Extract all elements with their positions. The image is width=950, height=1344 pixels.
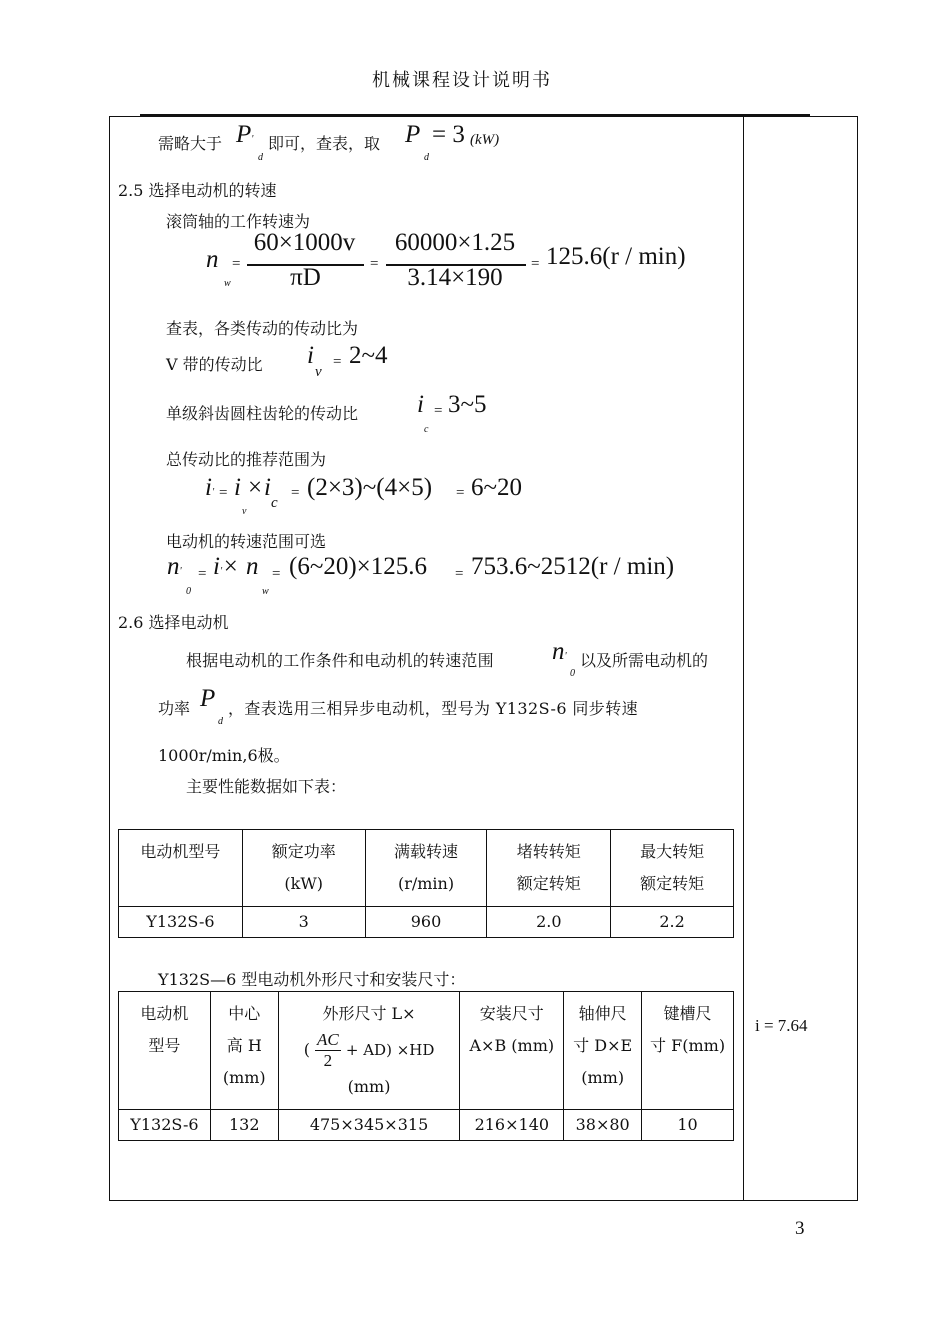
text: i [234, 474, 241, 501]
subscript-0: 0 [570, 668, 575, 679]
td-center-height: 132 [210, 1110, 278, 1141]
th-speed-line1: 满载转速 [394, 842, 459, 861]
gear-value: 3~5 [448, 391, 487, 418]
th-c6-line1: 键槽尺 [663, 1004, 712, 1023]
td-max-torque: 2.2 [611, 907, 734, 938]
symbol-P-prime: P' [236, 121, 254, 148]
equals-sign: = [198, 566, 207, 582]
text-speed-range: 电动机的转速范围可选 [166, 532, 327, 551]
td-shaft-size: 38×80 [564, 1110, 642, 1141]
subscript-d: d [258, 152, 263, 163]
th-stall-line2: 额定转矩 [516, 874, 581, 893]
frame-right [857, 116, 858, 1201]
subscript-c: c [271, 495, 278, 511]
equals-sign: = [370, 256, 379, 272]
symbol-P: P [405, 121, 421, 148]
th-c3-unit: (mm) [347, 1077, 391, 1096]
td-stall-torque: 2.0 [487, 907, 611, 938]
equals-sign: = [455, 566, 464, 582]
text-p3: 1000r/min,6极。 [158, 746, 290, 765]
eq1-denominator-1: πD [290, 264, 321, 291]
text: n [246, 553, 259, 580]
th-c2-line1: 中心 [228, 1004, 261, 1023]
text-gear: 单级斜齿圆柱齿轮的传动比 [166, 404, 359, 423]
td-mount-size: 216×140 [460, 1110, 564, 1141]
speed-result: 753.6~2512(r / min) [471, 553, 675, 580]
th-c3-frac-den: 2 [323, 1051, 333, 1070]
eq1-numerator-1: 60×1000v [253, 229, 356, 256]
text: P [200, 685, 216, 712]
table-row [119, 1110, 734, 1141]
equals-sign: = [272, 566, 281, 582]
th-shaft-size [564, 992, 642, 1110]
symbol-n0: n' [167, 553, 182, 580]
th-c1-line2: 型号 [148, 1036, 181, 1055]
th-c3-line1: 外形尺寸 L× [322, 1004, 416, 1023]
th-c1-line1: 电动机 [140, 1004, 189, 1023]
value-3: = 3 [432, 121, 465, 148]
td-speed: 960 [365, 907, 487, 938]
th-c3-formula [281, 1030, 458, 1071]
text-drum: 滚筒轴的工作转速为 [166, 212, 311, 231]
text-p4: 主要性能数据如下表： [186, 777, 347, 796]
symbol-i-total: i' [205, 474, 215, 501]
performance-table [118, 829, 734, 938]
th-model-line1: 电动机型号 [140, 842, 221, 861]
th-c2-line2: 高 H [226, 1036, 262, 1055]
th-c2-line3: (mm) [222, 1068, 266, 1087]
section-2-5: 2.5 选择电动机的转速 [118, 181, 277, 200]
subscript-w: w [262, 586, 269, 597]
multiply-sign: × [248, 474, 263, 501]
frame-bottom [109, 1200, 858, 1201]
frame-divider [743, 116, 744, 1201]
th-keyway-size [642, 992, 734, 1110]
total-result: 6~20 [471, 474, 523, 501]
table-header-row [119, 992, 734, 1110]
subscript-0: 0 [186, 586, 191, 597]
th-c3-frac-num: AC [317, 1030, 339, 1049]
th-speed [365, 830, 487, 907]
unit-kw: (kW) [470, 132, 500, 148]
th-c4-line1: 安装尺寸 [479, 1004, 544, 1023]
th-power [242, 830, 365, 907]
td-outline-size: 475×345×315 [278, 1110, 460, 1141]
th-power-line2: (kW) [284, 874, 324, 893]
th-c3-fraction [315, 1030, 341, 1071]
text: n' [552, 638, 567, 665]
subscript-d2: d [424, 152, 429, 163]
eq1-result: 125.6(r / min) [546, 243, 686, 270]
th-max-line1: 最大转矩 [640, 842, 705, 861]
subscript-v: v [242, 506, 247, 517]
text-l1b: 即可，查表，取 [268, 134, 381, 153]
text-p1a: 根据电动机的工作条件和电动机的转速范围 [186, 651, 494, 670]
equals-sign: = [219, 485, 228, 501]
th-max-torque [611, 830, 734, 907]
text-total: 总传动比的推荐范围为 [166, 450, 327, 469]
subscript-c: c [424, 424, 429, 435]
subscript-d: d [218, 716, 223, 727]
th-mount-size [460, 992, 564, 1110]
frame-top [109, 116, 858, 117]
text: i'× [213, 553, 239, 580]
th-c6-line2: 寸 F(mm) [650, 1036, 726, 1055]
th-c5-line1: 轴伸尺 [578, 1004, 627, 1023]
page-number: 3 [795, 1218, 805, 1239]
th-center-height [210, 992, 278, 1110]
th-outline-size [278, 992, 460, 1110]
equals-sign: = [291, 485, 300, 501]
text-p2a: 功率 [158, 699, 191, 718]
equals-sign: = [333, 354, 342, 370]
td-model: Y132S-6 [119, 907, 243, 938]
symbol-n: n [206, 246, 219, 273]
th-stall-torque [487, 830, 611, 907]
eq1-denominator-2: 3.14×190 [407, 264, 503, 291]
equals-sign: = [531, 256, 540, 272]
th-c3-paren: ( [303, 1040, 310, 1059]
text-p2b: ，查表选用三相异步电动机，型号为 Y132S-6 同步转速 [228, 699, 639, 718]
equals-sign: = [232, 256, 241, 272]
page-header-title: 机械课程设计说明书 [372, 70, 552, 91]
th-model [119, 830, 243, 907]
section-2-6: 2.6 选择电动机 [118, 613, 229, 632]
symbol-i-v: i [307, 342, 314, 369]
eq1-numerator-2: 60000×1.25 [394, 229, 516, 256]
th-c5-line2: 寸 D×E [573, 1036, 633, 1055]
vbelt-value: 2~4 [349, 342, 388, 369]
subscript-v: v [315, 364, 322, 380]
text: i [264, 474, 271, 501]
symbol-i-c: i [417, 391, 424, 418]
table-header-row [119, 830, 734, 907]
text-l1: 需略大于 [158, 134, 223, 153]
text-ratio-intro: 查表，各类传动的传动比为 [166, 319, 359, 338]
side-result-note: i = 7.64 [755, 1016, 808, 1035]
subscript-w: w [224, 278, 231, 289]
th-max-line2: 额定转矩 [640, 874, 705, 893]
th-stall-line1: 堵转转矩 [516, 842, 581, 861]
th-c3-rest: + AD) ×HD [345, 1041, 435, 1059]
table2-caption: Y132S—6 型电动机外形尺寸和安装尺寸： [158, 970, 466, 989]
equals-sign: = [456, 485, 465, 501]
speed-expr: (6~20)×125.6 [289, 553, 428, 580]
th-speed-line2: (r/min) [397, 874, 455, 893]
text-p1b: 以及所需电动机的 [580, 651, 709, 670]
th-c5-line3: (mm) [581, 1068, 625, 1087]
equals-sign: = [434, 403, 443, 419]
text-vbelt: V 带的传动比 [166, 355, 263, 374]
th-c4-line2: A×B (mm) [469, 1036, 555, 1055]
td-power: 3 [242, 907, 365, 938]
th-power-line1: 额定功率 [271, 842, 336, 861]
td-model: Y132S-6 [119, 1110, 211, 1141]
frame-left [109, 116, 110, 1201]
table-row [119, 907, 734, 938]
dimensions-table [118, 991, 734, 1141]
th-model [119, 992, 211, 1110]
total-expr: (2×3)~(4×5) [307, 474, 433, 501]
td-keyway-size: 10 [642, 1110, 734, 1141]
